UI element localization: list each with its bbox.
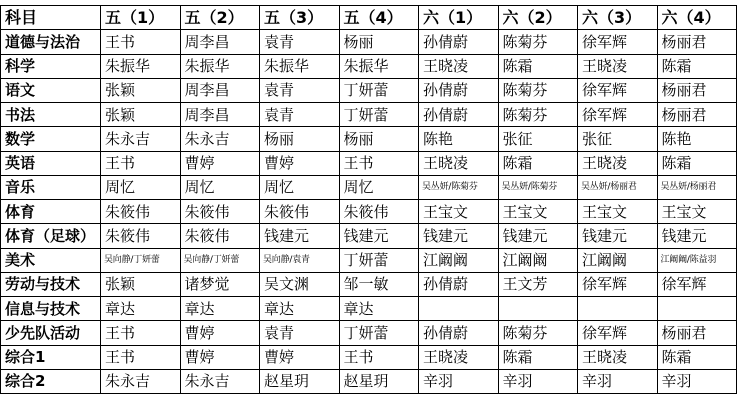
teacher-assignment-table: [0, 5, 737, 394]
teacher-cell: 钱建元: [419, 224, 499, 248]
teacher-cell: 辛羽: [498, 369, 578, 393]
teacher-cell: 曹婷: [180, 321, 260, 345]
teacher-cell: 徐军辉: [578, 321, 658, 345]
teacher-cell: 朱筱伟: [260, 200, 340, 224]
teacher-cell: 朱振华: [101, 54, 181, 78]
table-row: [1, 54, 737, 78]
teacher-cell: 朱永吉: [180, 127, 260, 151]
table-row: [1, 224, 737, 248]
teacher-cell: 钱建元: [578, 224, 658, 248]
teacher-cell: 赵星玥: [339, 369, 419, 393]
teacher-cell: 钱建元: [260, 224, 340, 248]
subject-cell: 体育（足球）: [1, 224, 101, 248]
teacher-cell: 朱永吉: [101, 127, 181, 151]
teacher-cell: 王宝文: [498, 200, 578, 224]
header-class: 五（4）: [339, 6, 419, 30]
teacher-cell: 丁妍蕾: [339, 321, 419, 345]
teacher-cell: 孙倩蔚: [419, 103, 499, 127]
header-row: [1, 6, 737, 30]
teacher-cell: 钱建元: [339, 224, 419, 248]
teacher-cell: 吴丛妍/陈菊芬: [498, 175, 578, 199]
teacher-cell: 陈艳: [657, 127, 737, 151]
teacher-cell: 陈霜: [498, 54, 578, 78]
teacher-cell: 王宝文: [657, 200, 737, 224]
teacher-cell: 杨丽君: [657, 30, 737, 54]
teacher-cell: 周忆: [260, 175, 340, 199]
teacher-cell: 陈菊芬: [498, 321, 578, 345]
teacher-cell: 王书: [101, 321, 181, 345]
header-subject: 科目: [1, 6, 101, 30]
subject-cell: 综合1: [1, 345, 101, 369]
header-class: 六（3）: [578, 6, 658, 30]
teacher-cell: 徐军辉: [578, 30, 658, 54]
teacher-cell: 王晓凌: [578, 151, 658, 175]
teacher-cell: 陈霜: [657, 345, 737, 369]
table-row: [1, 175, 737, 199]
teacher-cell: 王文芳: [498, 272, 578, 296]
teacher-cell: 章达: [260, 297, 340, 321]
teacher-cell: 徐军辉: [578, 78, 658, 102]
teacher-cell: 辛羽: [419, 369, 499, 393]
table-row: [1, 272, 737, 296]
teacher-cell: 朱筱伟: [101, 224, 181, 248]
teacher-cell: 朱筱伟: [101, 200, 181, 224]
teacher-cell: 王晓凌: [578, 54, 658, 78]
teacher-cell: 杨丽: [260, 127, 340, 151]
subject-cell: 英语: [1, 151, 101, 175]
teacher-cell: 周忆: [101, 175, 181, 199]
header-class: 五（1）: [101, 6, 181, 30]
teacher-cell: 江阚阚: [419, 248, 499, 272]
subject-cell: 音乐: [1, 175, 101, 199]
teacher-cell: 徐军辉: [578, 272, 658, 296]
teacher-cell: 丁妍蕾: [339, 78, 419, 102]
teacher-cell: 曹婷: [180, 345, 260, 369]
teacher-cell: 王晓凌: [578, 345, 658, 369]
teacher-cell: 王宝文: [419, 200, 499, 224]
teacher-cell: 吴丛妍/陈菊芬: [419, 175, 499, 199]
table-row: [1, 345, 737, 369]
teacher-cell: 孙倩蔚: [419, 272, 499, 296]
teacher-cell: 江阚阚: [498, 248, 578, 272]
subject-cell: 语文: [1, 78, 101, 102]
teacher-cell: 江阚阚/陈益羽: [657, 248, 737, 272]
header-class: 六（1）: [419, 6, 499, 30]
teacher-cell: 张颖: [101, 78, 181, 102]
header-class: 五（2）: [180, 6, 260, 30]
teacher-cell: 陈菊芬: [498, 103, 578, 127]
teacher-cell: 章达: [180, 297, 260, 321]
teacher-cell: 张颖: [101, 103, 181, 127]
teacher-cell: [419, 297, 499, 321]
teacher-cell: 陈菊芬: [498, 30, 578, 54]
teacher-cell: 陈霜: [657, 54, 737, 78]
teacher-cell: 陈霜: [657, 151, 737, 175]
teacher-cell: 诸梦觉: [180, 272, 260, 296]
teacher-cell: 周忆: [339, 175, 419, 199]
teacher-cell: 章达: [339, 297, 419, 321]
teacher-cell: 朱振华: [339, 54, 419, 78]
teacher-cell: 陈霜: [498, 345, 578, 369]
table-row: [1, 297, 737, 321]
teacher-cell: 周忆: [180, 175, 260, 199]
teacher-cell: 辛羽: [657, 369, 737, 393]
teacher-cell: 周李昌: [180, 103, 260, 127]
table-row: [1, 369, 737, 393]
teacher-cell: 杨丽君: [657, 321, 737, 345]
table-row: [1, 200, 737, 224]
teacher-cell: 王书: [339, 345, 419, 369]
teacher-cell: 吴向静/丁妍蕾: [180, 248, 260, 272]
table-row: [1, 30, 737, 54]
teacher-cell: 张颖: [101, 272, 181, 296]
teacher-cell: 杨丽君: [657, 103, 737, 127]
subject-cell: 少先队活动: [1, 321, 101, 345]
teacher-cell: 朱筱伟: [339, 200, 419, 224]
teacher-cell: 徐军辉: [578, 103, 658, 127]
teacher-cell: 曹婷: [260, 151, 340, 175]
subject-cell: 科学: [1, 54, 101, 78]
subject-cell: 综合2: [1, 369, 101, 393]
teacher-cell: 袁青: [260, 103, 340, 127]
teacher-cell: 曹婷: [180, 151, 260, 175]
teacher-cell: 丁妍蕾: [339, 103, 419, 127]
teacher-cell: 朱振华: [180, 54, 260, 78]
header-class: 六（4）: [657, 6, 737, 30]
teacher-cell: 袁青: [260, 321, 340, 345]
teacher-cell: 王书: [101, 151, 181, 175]
header-class: 六（2）: [498, 6, 578, 30]
subject-cell: 书法: [1, 103, 101, 127]
teacher-cell: 王书: [101, 345, 181, 369]
header-class: 五（3）: [260, 6, 340, 30]
teacher-cell: 邹一敏: [339, 272, 419, 296]
teacher-cell: 吴丛妍/杨丽君: [657, 175, 737, 199]
teacher-cell: 王书: [101, 30, 181, 54]
subject-cell: 劳动与技术: [1, 272, 101, 296]
teacher-cell: 赵星玥: [260, 369, 340, 393]
teacher-cell: 吴丛妍/杨丽君: [578, 175, 658, 199]
teacher-cell: 陈菊芬: [498, 78, 578, 102]
teacher-cell: 钱建元: [498, 224, 578, 248]
teacher-cell: 王书: [339, 151, 419, 175]
subject-cell: 信息与技术: [1, 297, 101, 321]
teacher-cell: 徐军辉: [657, 272, 737, 296]
teacher-cell: 杨丽君: [657, 78, 737, 102]
teacher-cell: 章达: [101, 297, 181, 321]
teacher-cell: [578, 297, 658, 321]
teacher-cell: 王晓凌: [419, 345, 499, 369]
teacher-cell: 朱筱伟: [180, 200, 260, 224]
subject-cell: 道德与法治: [1, 30, 101, 54]
teacher-cell: 孙倩蔚: [419, 321, 499, 345]
table-row: [1, 321, 737, 345]
teacher-cell: 江阚阚: [578, 248, 658, 272]
teacher-cell: 袁青: [260, 30, 340, 54]
teacher-cell: 丁妍蕾: [339, 248, 419, 272]
table-row: [1, 151, 737, 175]
teacher-cell: 朱永吉: [180, 369, 260, 393]
subject-cell: 美术: [1, 248, 101, 272]
teacher-cell: 张征: [498, 127, 578, 151]
teacher-cell: 袁青: [260, 78, 340, 102]
teacher-cell: 陈霜: [498, 151, 578, 175]
teacher-cell: 朱振华: [260, 54, 340, 78]
teacher-cell: 朱永吉: [101, 369, 181, 393]
teacher-cell: 吴向静/丁妍蕾: [101, 248, 181, 272]
teacher-cell: [498, 297, 578, 321]
teacher-cell: 周李昌: [180, 78, 260, 102]
subject-cell: 数学: [1, 127, 101, 151]
teacher-cell: 朱筱伟: [180, 224, 260, 248]
subject-cell: 体育: [1, 200, 101, 224]
teacher-cell: 陈艳: [419, 127, 499, 151]
table-row: [1, 248, 737, 272]
teacher-cell: [657, 297, 737, 321]
teacher-cell: 辛羽: [578, 369, 658, 393]
teacher-cell: 王宝文: [578, 200, 658, 224]
teacher-cell: 曹婷: [260, 345, 340, 369]
teacher-cell: 孙倩蔚: [419, 78, 499, 102]
teacher-cell: 王晓凌: [419, 54, 499, 78]
table-row: [1, 103, 737, 127]
teacher-cell: 杨丽: [339, 127, 419, 151]
teacher-cell: 王晓凌: [419, 151, 499, 175]
teacher-cell: 吴向静/袁青: [260, 248, 340, 272]
teacher-cell: 杨丽: [339, 30, 419, 54]
table-row: [1, 78, 737, 102]
teacher-cell: 周李昌: [180, 30, 260, 54]
teacher-cell: 张征: [578, 127, 658, 151]
table-row: [1, 127, 737, 151]
teacher-cell: 孙倩蔚: [419, 30, 499, 54]
teacher-cell: 钱建元: [657, 224, 737, 248]
teacher-cell: 吴文渊: [260, 272, 340, 296]
